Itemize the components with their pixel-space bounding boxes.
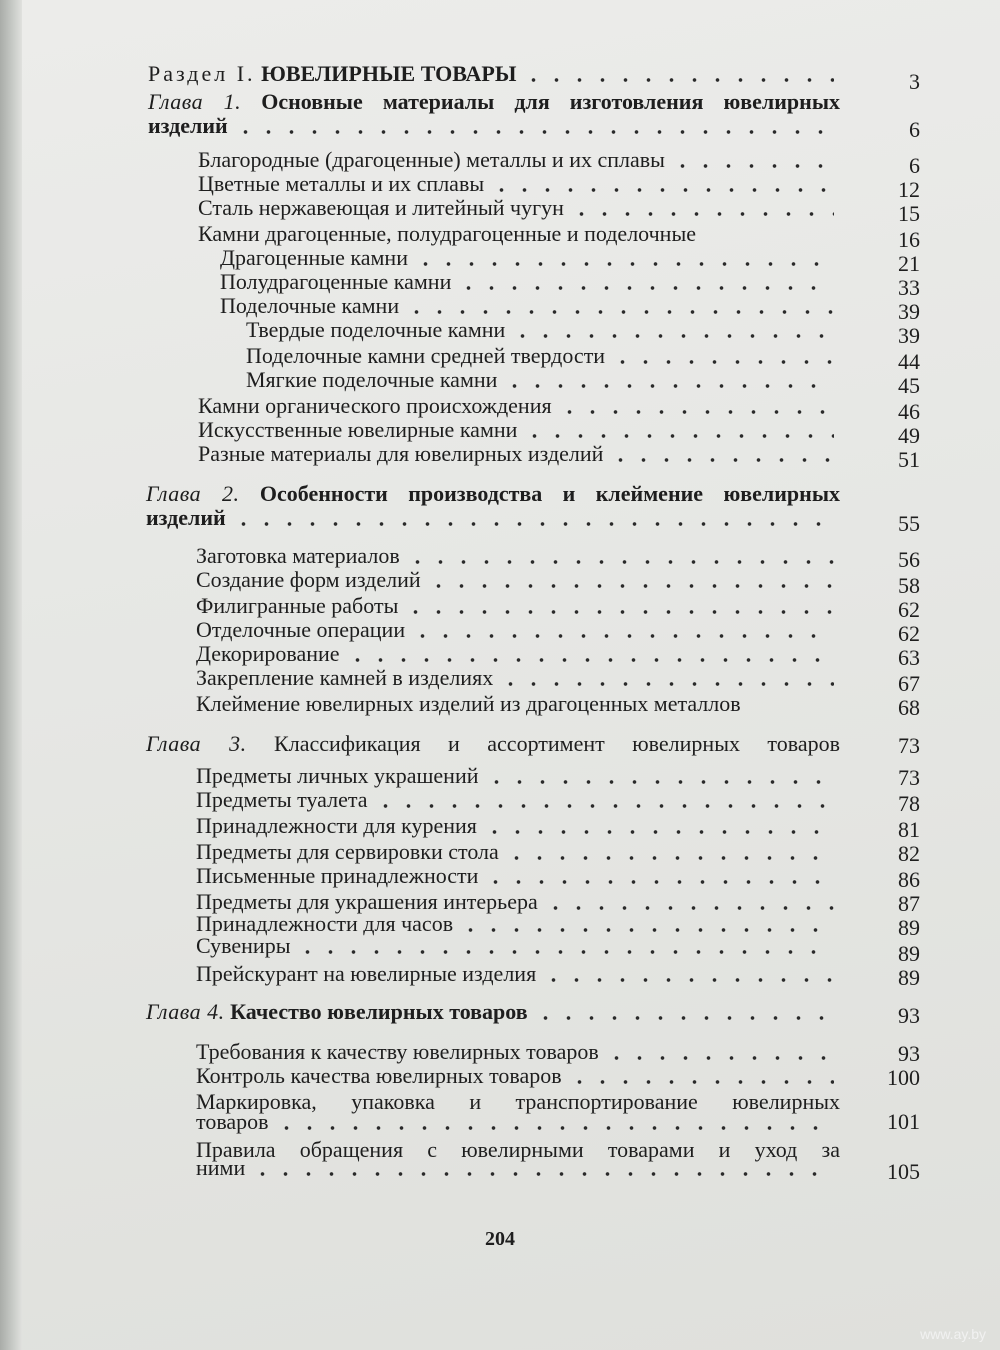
chapter-2-title-line1: Особенности производства и клеймение ювелирных: [259, 481, 841, 506]
toc-entry: Заготовка материалов: [196, 544, 840, 568]
toc-entry: Предметы личных украшений: [196, 764, 840, 788]
toc-entry: Декорирование: [196, 642, 840, 666]
toc-entry: Требования к качеству ювелирных товаров: [196, 1040, 840, 1064]
toc-entry: Сталь нержавеющая и литейный чугун: [198, 196, 840, 220]
toc-entry-page: 39: [898, 323, 920, 348]
chapter-3-label: Глава 3.: [146, 731, 247, 756]
toc-entry: Принадлежности для курения: [196, 814, 840, 838]
toc-entry: Отделочные операции: [196, 618, 840, 642]
toc-entry-page: 62: [898, 597, 920, 622]
toc-entry-page: 81: [898, 817, 920, 842]
leader-dots: [232, 506, 834, 530]
toc-entry-page: 58: [898, 573, 920, 598]
leader-dots: [234, 114, 834, 138]
toc-entry: Принадлежности для часов: [196, 912, 840, 936]
toc-entry-page: 15: [898, 201, 920, 226]
toc-entry: Благородные (драгоценные) металлы и их сплавы: [198, 148, 840, 172]
toc-entry: Цветные металлы и их сплавы: [198, 172, 840, 196]
chapter-4-heading: [146, 1000, 840, 1024]
page-number: 204: [485, 1228, 515, 1250]
toc-entry-page: 68: [898, 695, 920, 720]
toc-entry: Камни драгоценные, полудрагоценные и поделочные: [198, 221, 696, 246]
chapter-2-heading: [146, 482, 840, 506]
chapter-1-title-line2: изделий: [148, 113, 228, 138]
toc-entry-page: 33: [898, 275, 920, 300]
toc-entry: Разные материалы для ювелирных изделий: [198, 442, 840, 466]
toc-entry: Поделочные камни: [220, 294, 840, 318]
toc-entry-page: 73: [898, 765, 920, 790]
toc-entry-line1: Маркировка, упаковка и транспортирование ювелирных: [196, 1089, 840, 1114]
toc-entry: Контроль качества ювелирных товаров: [196, 1064, 840, 1088]
toc-entry-page: 89: [898, 965, 920, 990]
toc-entry-page: 89: [898, 941, 920, 966]
toc-entry-page: 86: [898, 867, 920, 892]
toc-entry-page: 39: [898, 299, 920, 324]
toc-entry-page: 82: [898, 841, 920, 866]
toc-entry: Предметы туалета: [196, 788, 840, 812]
toc-entry-page: 93: [898, 1041, 920, 1066]
section-label: Раздел I.: [148, 61, 256, 86]
toc-entry-page: 62: [898, 621, 920, 646]
toc-entry-page: 51: [898, 447, 920, 472]
toc-entry: Прейскурант на ювелирные изделия: [196, 962, 840, 986]
toc-entry: Твердые поделочные камни: [246, 318, 840, 342]
toc-entry-page: 101: [887, 1109, 920, 1134]
chapter-3-title: Классификация и ассортимент ювелирных товаров: [274, 731, 841, 756]
toc-entry-page: 46: [898, 399, 920, 424]
toc-entry-line1: Правила обращения с ювелирными товарами и уход за: [196, 1137, 840, 1162]
toc-entry: Полудрагоценные камни: [220, 270, 840, 294]
toc-entry: Предметы для украшения интерьера: [196, 890, 840, 914]
chapter-1-label: Глава 1.: [148, 89, 242, 114]
toc-entry-page: 56: [898, 547, 920, 572]
chapter-1-title-line1: Основные материалы для изготовления ювелирных: [261, 89, 841, 114]
toc-entry-page: 89: [898, 915, 920, 940]
toc-entry: Закрепление камней в изделиях: [196, 666, 840, 690]
toc-entry: товаров: [196, 1110, 840, 1134]
toc-entry: Искусственные ювелирные камни: [198, 418, 840, 442]
toc-entry: Предметы для сервировки стола: [196, 840, 840, 864]
chapter-1-page-number: 6: [909, 117, 920, 142]
toc-entry: Драгоценные камни: [220, 246, 840, 270]
toc-entry-page: 16: [898, 227, 920, 252]
section-page-number: 3: [909, 69, 920, 94]
toc-entry-page: 6: [909, 153, 920, 178]
toc-entry-page: 12: [898, 177, 920, 202]
leader-dots: [522, 62, 834, 86]
toc-entry-page: 87: [898, 891, 920, 916]
watermark: www.ay.by: [920, 1326, 986, 1342]
chapter-3-page-number: 73: [898, 733, 920, 758]
chapter-4-label: Глава 4.: [146, 999, 225, 1024]
chapter-3-heading: [146, 732, 840, 756]
toc-entry-page: 49: [898, 423, 920, 448]
chapter-4-title: Качество ювелирных товаров: [230, 999, 528, 1024]
toc-entry-page: 100: [887, 1065, 920, 1090]
toc-entry: Филигранные работы: [196, 594, 840, 618]
chapter-2-title-line2: изделий: [146, 505, 226, 530]
chapter-1-heading: [148, 90, 840, 114]
toc-entry: Камни органического происхождения: [198, 394, 840, 418]
toc-entry: Письменные принадлежности: [196, 864, 840, 888]
toc-entry-page: 67: [898, 671, 920, 696]
toc-entry: Клеймение ювелирных изделий из драгоценных металлов: [196, 691, 741, 716]
section-heading-row: [148, 62, 840, 86]
chapter-1-heading-cont: [148, 114, 840, 138]
chapter-2-page-number: 55: [898, 511, 920, 536]
toc-entry: Мягкие поделочные камни: [246, 368, 840, 392]
chapter-2-label: Глава 2.: [146, 481, 240, 506]
toc-entry-page: 78: [898, 791, 920, 816]
chapter-2-heading-cont: [146, 506, 840, 530]
leader-dots: [534, 1000, 834, 1024]
chapter-4-page-number: 93: [898, 1003, 920, 1028]
toc-entry-page: 45: [898, 373, 920, 398]
toc-entry: Создание форм изделий: [196, 568, 840, 592]
toc-entry-page: 63: [898, 645, 920, 670]
toc-entry-page: 44: [898, 349, 920, 374]
toc-entry: ними: [196, 1156, 840, 1180]
toc-entry-page: 21: [898, 251, 920, 276]
toc-entry: Поделочные камни средней твердости: [246, 344, 840, 368]
toc-entry: Сувениры: [196, 934, 840, 958]
toc-entry-page: 105: [887, 1159, 920, 1184]
section-title: ЮВЕЛИРНЫЕ ТОВАРЫ: [261, 61, 517, 86]
